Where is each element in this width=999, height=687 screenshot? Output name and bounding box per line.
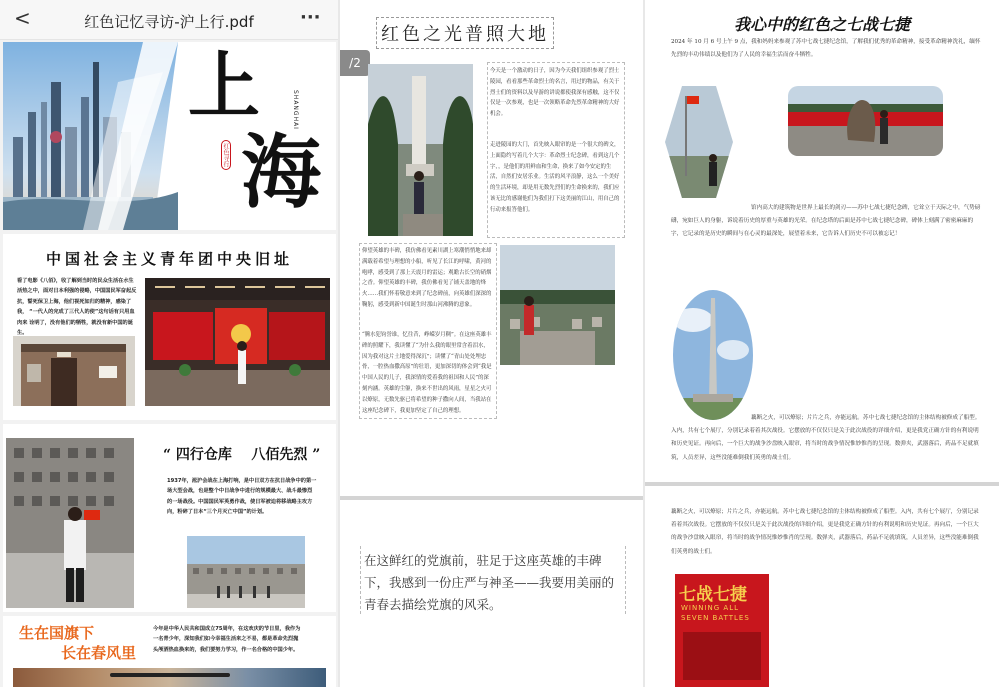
section-flag-body: 今年是中华人民共和国成立75周年，在这欢庆的节日里，我作为一名青少年，深知我们如今幸福生活来之不易，都是革命先烈抛头颅洒热血换来的，我们要努力学习，作一名合格的中国少年。 — [153, 626, 301, 653]
back-icon[interactable]: < — [14, 6, 31, 30]
middle-pane — [340, 0, 643, 687]
viewer-left-pane — [0, 0, 338, 687]
flag-square-hexagon-photo — [665, 86, 733, 198]
scroll-handle[interactable] — [110, 673, 230, 677]
poster-title-en-2: SEVEN BATTLES — [681, 614, 750, 622]
league-building-photo — [13, 336, 135, 406]
page2-separator — [340, 496, 643, 500]
page3-title: 我心中的红色之七战七捷 — [733, 15, 910, 34]
memorial-stone-photo — [788, 86, 943, 156]
section-flag-title-2: 长在春风里 — [61, 644, 137, 662]
text-frame-right — [487, 62, 625, 238]
page2-para-2: 走进陵园的大门，首先映入眼帘的是一个很大的碑文，上面隐约写着几个大字：革命烈士纪念碑，看到这几个字，，是他们的用鲜血和生命，换来了如今安定的生活，自然们安居乐业。生活的风平浪静，这么一个美好的生活环境，却是用无数先烈们的生命换来的，我们应该无比的感谢他们为我们打下这美丽的江山，用自己的行动来报答他们。 — [490, 142, 620, 213]
section-sihang-body: 1937年，淞沪会战在上海打响，是中日双方在抗日战争中的第一场大型会战，也是整个中日战争中进行的规模最大、战斗最惨烈的一场战役。中国国民军英勇作战，使日军被迫将移战略主攻方向，粉碎了日本“三个月灭亡中国”的计划。 — [167, 478, 317, 516]
flag-strip-photo — [13, 668, 326, 687]
poster-lower-block — [683, 632, 761, 680]
page2-title: 红色之光普照大地 — [376, 17, 554, 49]
page3-para-1: 馆内高大的建筑物是世界上最长的剑刃——苏中七战七捷纪念碑，它耸立于天际之中，气势磅礴，宛如巨人的身躯，诉说着历史的厚重与英雄的光荣。在纪念塔的后面是苏中七战七捷纪念碑，碑体上刻满了密密麻麻的字，它记录的是历史的瞬间与在心灵的最深处，展望着未来，它告诉人们历史不可以被忘记！ — [671, 205, 981, 238]
page2-quote: 在这鲜红的党旗前，驻足于这座英雄的丰碑下，我感到一份庄严与神圣——我要用美丽的青春去描绘党旗的风采。 — [364, 553, 615, 612]
section-flag-title-1: 生在国旗下 — [19, 624, 95, 642]
text-frame-left — [359, 243, 497, 419]
hero-vertical-text: SHANGHAI — [292, 90, 299, 130]
page3-para-2: 藕断之火，可以燎原；片片之兵，亦能远航。苏中七战七捷纪念馆的主体结构被修成了船型。入内，共有七个展厅，分别记录着着其次战役。它摆放的不仅仅只是关于此次战役的详细介绍，更是我党正确方针的有利说明和历史见证。再向后，一个巨大的战争沙盘映入眼帘，将当时的战争情况惟妙惟肖的呈现。数弹夹，武器落后，药品不足就填筑，人员差异，这些没能难倒我们英勇的战士们。 — [671, 415, 981, 461]
page1-section-league — [3, 234, 336, 420]
hero-char-hai: 海 — [241, 125, 321, 219]
league-exhibition-photo — [145, 278, 330, 406]
memorial-monument-photo — [368, 64, 473, 236]
cemetery-visit-photo — [500, 245, 615, 365]
sihang-warehouse-photo — [6, 438, 134, 608]
section-league-title: 中国社会主义青年团中央旧址 — [45, 250, 293, 268]
hero-char-shang: 上 — [188, 43, 261, 128]
section-sihang-title: “ 四行仓库 八佰先烈 ” — [163, 447, 321, 463]
page2-para-1: 今天是一个激动的日子，因为今天我们组织参观了烈士陵园，看看那些革命烈士的名言，用过的物品，有关于烈士们的资料以及导游的讲说都使我深有感触，这不仅仅是一次参观，也是一次领略革命先烈革命精神的大好机会。 — [490, 68, 620, 118]
hero-red-seal: 红色寻行 — [221, 140, 231, 170]
page2-para-4: “腾水犯钧誉谁，忆往昔，峥嵘岁月稠”。在这座英雄丰碑的照耀下，我读懂了“为什么我的眼里常含着泪水，因为我对这片土地爱得深沉”；读懂了“青山处处埋忠骨，一腔热血撒高原”的壮语，更加深切的体会到“我是中国人民的儿子，我深情的爱着我的祖国和人民”的深刻内涵。英雄的尘躯，换来不世出的风雨，星星之火可以燎原，无数先驱已将希望的种子撒向人间，当我站在这座纪念碑下，我更加坚定了自己的理想。 — [362, 332, 492, 414]
poster-title-cn: 七战七捷 — [679, 585, 747, 605]
page1-section-sihang — [3, 424, 336, 612]
page3-para-2-cont — [671, 506, 981, 556]
quote-frame — [360, 546, 626, 614]
more-menu-icon[interactable]: ··· — [300, 7, 321, 28]
viewer-top-bar — [0, 0, 338, 40]
section-league-body: 看了电影《八佰》，收了解到当时的民众生活在水生 活热之中，面对日本利强的侵略，中国国民军奋起反 抗，誓死保卫上海，他们视死如归的精神，感染了我， “一代人的完成了三代人的使”这句话有只用血肉来 诠明了，没有他们的牺牲，就没有新中国的诞生。 — [17, 278, 137, 337]
monument-oval-photo — [673, 290, 753, 420]
poster-title-en-1: WINNING ALL — [681, 604, 739, 612]
sihang-memorial-photo — [187, 536, 305, 608]
page2-para-3: 仰望英雄的丰碑，我仿佛看见素川湖上寒潮悄悄地来却满载着希望与理想的小船，听见了长江的呼啸，黄河的咆哮，感受到了那上天震月的雷运；观瞻古长空的硝烟之香。仰望英雄的丰碑，我仿佛看见了铺天盖地的烽火……我们怀着敬意来到了纪念碑前，向英雄们深深的鞠躬，感受到新中国诞生时那山河沸腾的意象。 — [362, 248, 492, 308]
page3-separator — [645, 482, 999, 486]
page3-para-2-cont-text: 藕断之火，可以燎原；片片之兵，亦能远航。苏中七战七捷纪念馆的主体结构被修成了船型。入内，共有七个展厅，分别记录着着其次战役。它摆放的不仅仅只是关于此次战役的详细介绍，更是我党正确方针的有利说明和历史见证。再向后，一个巨大的战争沙盘映入眼帘，将当时的战争情况惟妙惟肖的呈现。数弹夹，武器落后，药品不足就填筑，人员差异，这些没能难倒我们英勇的战士们。 — [671, 509, 979, 555]
seven-battles-poster — [675, 574, 769, 687]
document-title: 红色记忆寻访-沪上行.pdf — [84, 13, 254, 31]
right-pane — [645, 0, 999, 687]
page3-intro: 2024 年 10 月 6 号上午 9 点，我和妈妈来参观了苏中七战七捷纪念馆，了解我们优秀的革命精神，接受革命精神洗礼，缅怀先烈的丰功伟绩以及他们为了人民的幸福生活而奋斗牺牲。 — [671, 39, 981, 58]
shanghai-hero-banner — [3, 42, 336, 230]
page-badge[interactable]: /2 — [340, 50, 370, 76]
